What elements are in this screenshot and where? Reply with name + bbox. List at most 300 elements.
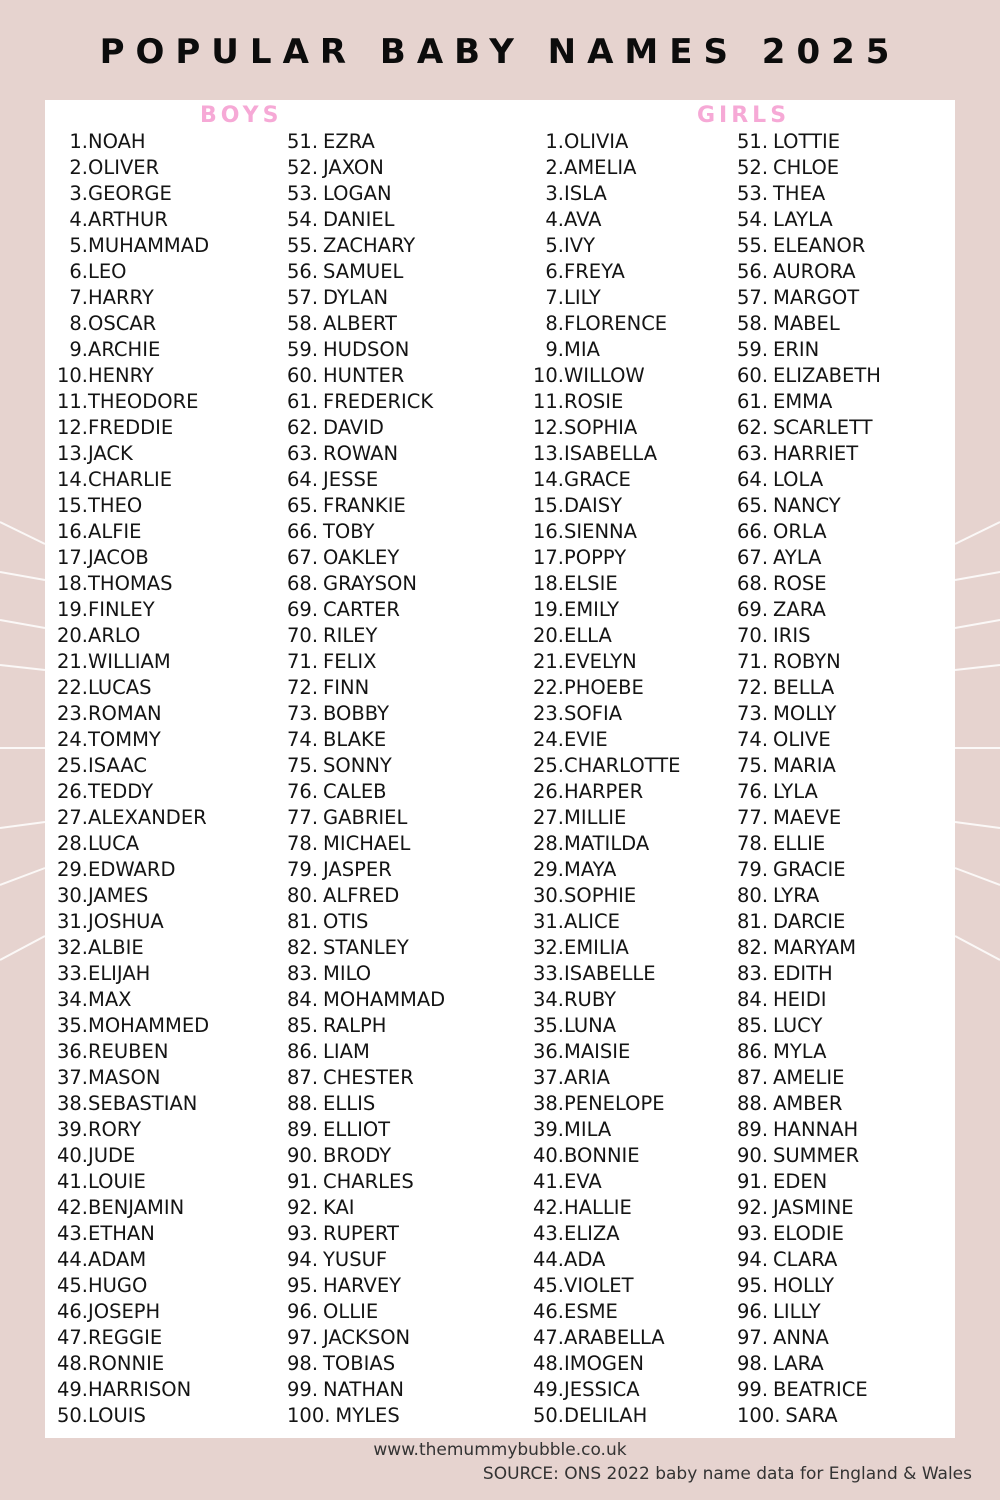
rank-number: 72. [287, 676, 319, 699]
rank-number: 32. [532, 936, 564, 959]
rank-number: 27. [532, 806, 564, 829]
rank-number: 64. [287, 468, 319, 491]
rank-number: 61. [737, 390, 769, 413]
girls-name-item [737, 389, 881, 415]
girls-name-item [737, 441, 881, 467]
baby-name: SARA [785, 1404, 838, 1427]
baby-name: OTIS [323, 910, 369, 933]
baby-name: CLARA [773, 1248, 838, 1271]
rank-number: 60. [287, 364, 319, 387]
rank-number: 46. [532, 1300, 564, 1323]
rank-number: 15. [56, 494, 88, 517]
baby-name: RUBY [564, 988, 617, 1011]
baby-name: ARLO [88, 624, 141, 647]
rank-number: 4. [69, 208, 88, 231]
baby-name: MILLIE [564, 806, 627, 829]
baby-name: AMELIA [564, 156, 637, 179]
rank-number: 14. [56, 468, 88, 491]
boys-name-item [53, 571, 209, 597]
girls-name-item [529, 1221, 681, 1247]
boys-name-item [287, 207, 445, 233]
baby-name: GRAYSON [323, 572, 417, 595]
boys-name-item [287, 753, 445, 779]
girls-name-item [737, 727, 881, 753]
baby-name: ALFIE [88, 520, 142, 543]
boys-name-item [287, 1169, 445, 1195]
boys-name-item [287, 1091, 445, 1117]
boys-name-item [287, 519, 445, 545]
baby-name: FRANKIE [323, 494, 406, 517]
rank-number: 53. [737, 182, 769, 205]
girls-name-item [737, 753, 881, 779]
rank-number: 7. [69, 286, 88, 309]
baby-name: CARTER [323, 598, 400, 621]
girls-name-item [529, 1403, 681, 1429]
baby-name: LOLA [773, 468, 824, 491]
rank-number: 3. [545, 182, 564, 205]
rank-number: 25. [56, 754, 88, 777]
rank-number: 9. [69, 338, 88, 361]
girls-name-item [529, 935, 681, 961]
girls-name-item [529, 1273, 681, 1299]
rank-number: 63. [737, 442, 769, 465]
baby-name: ISABELLE [564, 962, 656, 985]
rank-number: 28. [532, 832, 564, 855]
baby-name: SOFIA [564, 702, 623, 725]
baby-name: ALBERT [323, 312, 397, 335]
baby-name: ELLA [564, 624, 612, 647]
rank-number: 17. [56, 546, 88, 569]
rank-number: 97. [287, 1326, 319, 1349]
girls-name-item [737, 415, 881, 441]
baby-name: ANNA [773, 1326, 829, 1349]
baby-name: CHARLIE [88, 468, 173, 491]
girls-name-item [529, 519, 681, 545]
baby-name: WILLOW [564, 364, 645, 387]
rank-number: 37. [532, 1066, 564, 1089]
baby-name: HARRY [88, 286, 154, 309]
rank-number: 71. [287, 650, 319, 673]
boys-name-item [53, 987, 209, 1013]
baby-name: ARABELLA [564, 1326, 665, 1349]
baby-name: ROBYN [773, 650, 841, 673]
rank-number: 98. [737, 1352, 769, 1375]
boys-name-item [287, 623, 445, 649]
baby-name: CHARLES [323, 1170, 414, 1193]
boys-name-item [53, 1247, 209, 1273]
baby-name: JAMES [88, 884, 149, 907]
baby-name: JASMINE [773, 1196, 854, 1219]
baby-name: MOHAMMED [88, 1014, 210, 1037]
baby-name: THOMAS [88, 572, 173, 595]
girls-name-item [737, 493, 881, 519]
baby-name: GRACE [564, 468, 631, 491]
rank-number: 68. [287, 572, 319, 595]
rank-number: 52. [287, 156, 319, 179]
baby-name: EMILIA [564, 936, 629, 959]
girls-name-item [737, 1169, 881, 1195]
rank-number: 34. [532, 988, 564, 1011]
baby-name: LOUIS [88, 1404, 146, 1427]
baby-name: HUNTER [323, 364, 405, 387]
baby-name: EVELYN [564, 650, 637, 673]
rank-number: 93. [737, 1222, 769, 1245]
boys-name-item [53, 207, 209, 233]
baby-name: LAYLA [773, 208, 833, 231]
girls-name-item [529, 831, 681, 857]
rank-number: 45. [56, 1274, 88, 1297]
girls-name-item [737, 233, 881, 259]
rank-number: 83. [287, 962, 319, 985]
rank-number: 41. [532, 1170, 564, 1193]
girls-name-item [529, 259, 681, 285]
rank-number: 49. [532, 1378, 564, 1401]
rank-number: 72. [737, 676, 769, 699]
rank-number: 15. [532, 494, 564, 517]
boys-name-item [287, 233, 445, 259]
boys-name-item [53, 389, 209, 415]
baby-name: MOHAMMAD [323, 988, 446, 1011]
rank-number: 36. [56, 1040, 88, 1063]
rank-number: 70. [287, 624, 319, 647]
girls-name-item [529, 1247, 681, 1273]
boys-name-item [53, 1195, 209, 1221]
rank-number: 84. [287, 988, 319, 1011]
boys-name-item [287, 1351, 445, 1377]
girls-name-item [737, 1013, 881, 1039]
boys-name-item [53, 701, 209, 727]
baby-name: EVA [564, 1170, 602, 1193]
baby-name: GABRIEL [323, 806, 408, 829]
rank-number: 34. [56, 988, 88, 1011]
baby-name: ELLIE [773, 832, 826, 855]
rank-number: 43. [56, 1222, 88, 1245]
rank-number: 92. [737, 1196, 769, 1219]
boys-name-item [287, 363, 445, 389]
baby-name: CHARLOTTE [564, 754, 681, 777]
boys-name-item [53, 805, 209, 831]
girls-name-item [529, 415, 681, 441]
boys-name-item [287, 805, 445, 831]
baby-name: ELSIE [564, 572, 618, 595]
baby-name: HARPER [564, 780, 644, 803]
baby-name: ARCHIE [88, 338, 161, 361]
baby-name: ERIN [773, 338, 820, 361]
girls-name-item [737, 467, 881, 493]
baby-name: IMOGEN [564, 1352, 644, 1375]
rank-number: 16. [56, 520, 88, 543]
boys-name-item [53, 1377, 209, 1403]
rank-number: 85. [287, 1014, 319, 1037]
rank-number: 39. [56, 1118, 88, 1141]
girls-name-item [737, 1351, 881, 1377]
baby-name: LIAM [323, 1040, 370, 1063]
girls-name-item [529, 597, 681, 623]
rank-number: 73. [287, 702, 319, 725]
boys-name-item [287, 181, 445, 207]
rank-number: 77. [737, 806, 769, 829]
rank-number: 35. [56, 1014, 88, 1037]
rank-number: 25. [532, 754, 564, 777]
boys-name-item [53, 181, 209, 207]
baby-name: ELEANOR [773, 234, 866, 257]
girls-name-item [737, 155, 881, 181]
rank-number: 27. [56, 806, 88, 829]
rank-number: 90. [287, 1144, 319, 1167]
rank-number: 30. [532, 884, 564, 907]
rank-number: 68. [737, 572, 769, 595]
girls-name-item [737, 883, 881, 909]
rank-number: 67. [737, 546, 769, 569]
website-url: www.themummybubble.co.uk [373, 1440, 627, 1460]
girls-name-item [529, 1169, 681, 1195]
rank-number: 50. [56, 1404, 88, 1427]
boys-name-item [53, 493, 209, 519]
rank-number: 8. [545, 312, 564, 335]
baby-name: EVIE [564, 728, 608, 751]
baby-name: MASON [88, 1066, 161, 1089]
rank-number: 1. [545, 130, 564, 153]
girls-name-item [737, 1403, 881, 1429]
rank-number: 42. [56, 1196, 88, 1219]
baby-name: FINN [323, 676, 370, 699]
boys-name-item [53, 1403, 209, 1429]
girls-name-item [737, 519, 881, 545]
rank-number: 50. [532, 1404, 564, 1427]
baby-name: THEODORE [88, 390, 199, 413]
boys-name-item [287, 597, 445, 623]
baby-name: HARVEY [323, 1274, 402, 1297]
boys-name-item [287, 1013, 445, 1039]
baby-name: LEO [88, 260, 127, 283]
baby-name: HEIDI [773, 988, 827, 1011]
baby-name: ISABELLA [564, 442, 658, 465]
girls-name-item [529, 1143, 681, 1169]
rank-number: 44. [56, 1248, 88, 1271]
baby-name: TOBY [323, 520, 375, 543]
rank-number: 82. [287, 936, 319, 959]
boys-name-item [53, 779, 209, 805]
rank-number: 51. [287, 130, 319, 153]
girls-name-item [529, 129, 681, 155]
rank-number: 26. [532, 780, 564, 803]
rank-number: 59. [737, 338, 769, 361]
rank-number: 42. [532, 1196, 564, 1219]
baby-name: LILLY [773, 1300, 821, 1323]
boys-name-item [287, 1221, 445, 1247]
girls-name-item [737, 779, 881, 805]
baby-name: AMELIE [773, 1066, 845, 1089]
boys-name-item [287, 415, 445, 441]
boys-name-item [287, 1117, 445, 1143]
rank-number: 9. [545, 338, 564, 361]
boys-name-item [287, 909, 445, 935]
rank-number: 78. [287, 832, 319, 855]
rank-number: 97. [737, 1326, 769, 1349]
boys-name-item [287, 571, 445, 597]
baby-name: EDEN [773, 1170, 828, 1193]
baby-name: EDITH [773, 962, 833, 985]
boys-name-item [287, 1299, 445, 1325]
baby-name: ADAM [88, 1248, 147, 1271]
baby-name: MYLES [335, 1404, 400, 1427]
boys-name-item [53, 597, 209, 623]
baby-name: BRODY [323, 1144, 392, 1167]
rank-number: 96. [287, 1300, 319, 1323]
girls-name-item [737, 597, 881, 623]
baby-name: LUCAS [88, 676, 152, 699]
rank-number: 77. [287, 806, 319, 829]
rank-number: 38. [532, 1092, 564, 1115]
girls-name-item [529, 181, 681, 207]
baby-name: RONNIE [88, 1352, 165, 1375]
rank-number: 61. [287, 390, 319, 413]
rank-number: 47. [56, 1326, 88, 1349]
baby-name: MUHAMMAD [88, 234, 210, 257]
baby-name: ADA [564, 1248, 606, 1271]
girls-name-item [737, 571, 881, 597]
rank-number: 8. [69, 312, 88, 335]
rank-number: 57. [737, 286, 769, 309]
boys-name-item [53, 519, 209, 545]
girls-name-item [529, 857, 681, 883]
rank-number: 14. [532, 468, 564, 491]
baby-name: ROWAN [323, 442, 399, 465]
rank-number: 20. [532, 624, 564, 647]
baby-name: RORY [88, 1118, 142, 1141]
boys-name-item [53, 1013, 209, 1039]
girls-name-item [737, 909, 881, 935]
rank-number: 19. [532, 598, 564, 621]
boys-name-item [287, 129, 445, 155]
baby-name: SOPHIE [564, 884, 637, 907]
boys-name-item [53, 441, 209, 467]
baby-name: DAISY [564, 494, 623, 517]
girls-name-item [737, 935, 881, 961]
baby-name: OSCAR [88, 312, 157, 335]
rank-number: 39. [532, 1118, 564, 1141]
rank-number: 94. [287, 1248, 319, 1271]
baby-name: OLIVIA [564, 130, 629, 153]
girls-name-item [737, 701, 881, 727]
rank-number: 87. [737, 1066, 769, 1089]
baby-name: REGGIE [88, 1326, 163, 1349]
baby-name: SUMMER [773, 1144, 860, 1167]
rank-number: 57. [287, 286, 319, 309]
baby-name: FREDERICK [323, 390, 434, 413]
page-title: POPULAR BABY NAMES 2025 [99, 32, 901, 72]
rank-number: 31. [532, 910, 564, 933]
rank-number: 6. [545, 260, 564, 283]
baby-name: ETHAN [88, 1222, 155, 1245]
baby-name: IVY [564, 234, 596, 257]
girls-name-item [529, 1195, 681, 1221]
baby-name: FREDDIE [88, 416, 174, 439]
rank-number: 16. [532, 520, 564, 543]
rank-number: 5. [545, 234, 564, 257]
girls-name-item [737, 1143, 881, 1169]
rank-number: 88. [737, 1092, 769, 1115]
rank-number: 64. [737, 468, 769, 491]
rank-number: 22. [532, 676, 564, 699]
boys-list-51-100 [287, 129, 445, 1429]
rank-number: 48. [56, 1352, 88, 1375]
baby-name: FLORENCE [564, 312, 668, 335]
rank-number: 79. [287, 858, 319, 881]
girls-name-item [529, 779, 681, 805]
girls-name-item [737, 1377, 881, 1403]
baby-name: JUDE [88, 1144, 136, 1167]
baby-name: EMILY [564, 598, 620, 621]
rank-number: 13. [532, 442, 564, 465]
girls-name-item [737, 311, 881, 337]
boys-name-item [287, 857, 445, 883]
boys-name-item [53, 831, 209, 857]
rank-number: 5. [69, 234, 88, 257]
boys-name-item [53, 311, 209, 337]
baby-name: MAISIE [564, 1040, 631, 1063]
baby-name: MILO [323, 962, 372, 985]
boys-name-item [53, 467, 209, 493]
baby-name: EZRA [323, 130, 375, 153]
rank-number: 67. [287, 546, 319, 569]
rank-number: 52. [737, 156, 769, 179]
baby-name: EDWARD [88, 858, 176, 881]
baby-name: ROSE [773, 572, 827, 595]
baby-name: ISLA [564, 182, 607, 205]
baby-name: BOBBY [323, 702, 389, 725]
rank-number: 28. [56, 832, 88, 855]
baby-name: SIENNA [564, 520, 637, 543]
baby-name: MAEVE [773, 806, 842, 829]
rank-number: 4. [545, 208, 564, 231]
baby-name: HOLLY [773, 1274, 835, 1297]
girls-name-item [737, 675, 881, 701]
rank-number: 80. [287, 884, 319, 907]
boys-name-item [53, 961, 209, 987]
baby-name: TOMMY [88, 728, 161, 751]
girls-name-item [737, 1195, 881, 1221]
rank-number: 89. [287, 1118, 319, 1141]
rank-number: 17. [532, 546, 564, 569]
baby-name: NOAH [88, 130, 146, 153]
rank-number: 62. [287, 416, 319, 439]
rank-number: 82. [737, 936, 769, 959]
baby-name: SONNY [323, 754, 392, 777]
baby-name: ELIJAH [88, 962, 151, 985]
boys-name-item [53, 909, 209, 935]
boys-name-item [287, 987, 445, 1013]
source-note: SOURCE: ONS 2022 baby name data for England & Wales [482, 1464, 972, 1484]
girls-name-item [737, 1065, 881, 1091]
boys-name-item [287, 935, 445, 961]
baby-name: ELLIOT [323, 1118, 391, 1141]
girls-name-item [529, 883, 681, 909]
boys-name-item [53, 649, 209, 675]
baby-name: LUCA [88, 832, 140, 855]
girls-name-item [737, 1221, 881, 1247]
boys-name-item [53, 1091, 209, 1117]
boys-name-item [53, 727, 209, 753]
boys-name-item [53, 883, 209, 909]
boys-name-item [53, 1273, 209, 1299]
baby-name: JACOB [88, 546, 149, 569]
girls-name-item [529, 727, 681, 753]
rank-number: 51. [737, 130, 769, 153]
baby-name: CALEB [323, 780, 387, 803]
rank-number: 96. [737, 1300, 769, 1323]
baby-name: JAXON [323, 156, 384, 179]
